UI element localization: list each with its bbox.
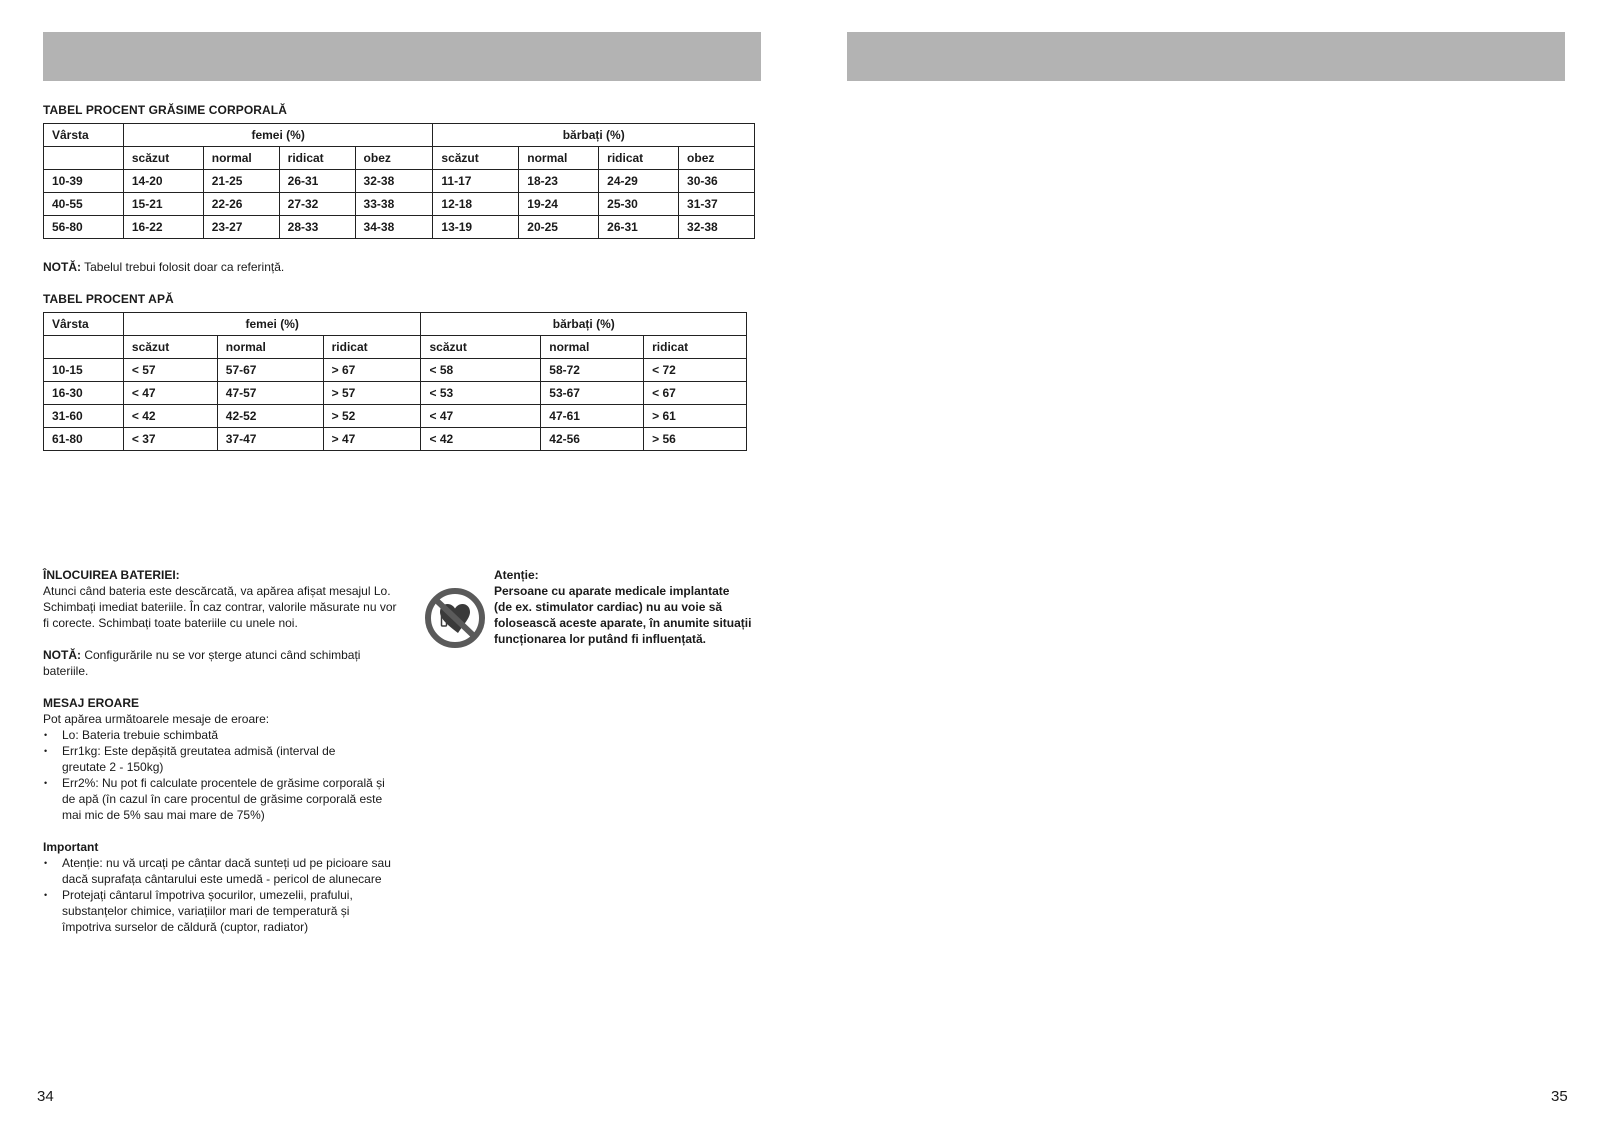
table-cell: 42-56 <box>541 428 644 451</box>
table-cell: 61-80 <box>44 428 124 451</box>
fat-table <box>43 123 755 239</box>
table-cell: > 57 <box>323 382 421 405</box>
list-item: • Lo: Bateria trebuie schimbată <box>43 727 403 743</box>
important-list <box>43 855 403 935</box>
subheader-cell: obez <box>679 147 755 170</box>
table-cell: 47-61 <box>541 405 644 428</box>
fat-table-note <box>43 260 284 274</box>
subheader-cell: normal <box>519 147 599 170</box>
page-number-left: 34 <box>37 1088 54 1105</box>
women-header: femei (%) <box>123 313 421 336</box>
table-cell: 23-27 <box>203 216 279 239</box>
table-cell: < 37 <box>123 428 217 451</box>
errors-list <box>43 727 403 823</box>
subheader-cell: scăzut <box>433 147 519 170</box>
table-cell: > 61 <box>644 405 747 428</box>
water-table <box>43 312 747 451</box>
fat-table-title: TABEL PROCENT GRĂSIME CORPORALĂ <box>43 103 287 117</box>
warning-line: funcționarea lor putând fi influențată. <box>494 632 707 646</box>
table-cell: 40-55 <box>44 193 124 216</box>
table-cell: < 53 <box>421 382 541 405</box>
warning-block <box>494 567 764 647</box>
battery-line: fi corecte. Schimbați toate bateriile cu unele noi. <box>43 616 298 630</box>
table-cell: 58-72 <box>541 359 644 382</box>
table-cell: 20-25 <box>519 216 599 239</box>
table-cell: 53-67 <box>541 382 644 405</box>
battery-note-line: bateriile. <box>43 664 89 678</box>
subheader-cell: obez <box>355 147 433 170</box>
table-cell: 24-29 <box>599 170 679 193</box>
table-row <box>44 359 747 382</box>
blank-cell <box>44 336 124 359</box>
subheader-cell: normal <box>217 336 323 359</box>
table-cell: 47-57 <box>217 382 323 405</box>
table-row <box>44 170 755 193</box>
list-item: • Protejați cântarul împotriva șocurilor, umezelii, prafului, substanțelor chimice, variațiilor mari de temperatură și împotriva surselor de căldură (cuptor, radiator) <box>43 887 403 935</box>
note-label: NOTĂ: <box>43 648 81 662</box>
subheader-cell: ridicat <box>323 336 421 359</box>
table-cell: > 67 <box>323 359 421 382</box>
table-row <box>44 428 747 451</box>
table-cell: 14-20 <box>123 170 203 193</box>
important-title: Important <box>43 840 99 854</box>
table-cell: 16-30 <box>44 382 124 405</box>
age-header: Vârsta <box>44 124 124 147</box>
table-cell: < 72 <box>644 359 747 382</box>
list-item: • Err2%: Nu pot fi calculate procentele de grăsime corporală și de apă (în cazul în care procentul de grăsime corporală este mai mic de 5% sau mai mare de 75%) <box>43 775 403 823</box>
table-cell: < 57 <box>123 359 217 382</box>
errors-intro: Pot apărea următoarele mesaje de eroare: <box>43 712 270 726</box>
table-cell: 26-31 <box>599 216 679 239</box>
right-header-bar <box>847 32 1565 81</box>
table-cell: < 58 <box>421 359 541 382</box>
table-cell: < 47 <box>123 382 217 405</box>
table-cell: 57-67 <box>217 359 323 382</box>
subheader-cell: normal <box>541 336 644 359</box>
table-cell: > 47 <box>323 428 421 451</box>
note-text: Tabelul trebui folosit doar ca referință. <box>81 260 285 274</box>
table-cell: 13-19 <box>433 216 519 239</box>
water-table-title: TABEL PROCENT APĂ <box>43 292 174 306</box>
subheader-cell: scăzut <box>123 147 203 170</box>
table-cell: 19-24 <box>519 193 599 216</box>
table-cell: 12-18 <box>433 193 519 216</box>
battery-title: ÎNLOCUIREA BATERIEI: <box>43 568 180 582</box>
table-cell: < 42 <box>123 405 217 428</box>
table-cell: 30-36 <box>679 170 755 193</box>
table-cell: 28-33 <box>279 216 355 239</box>
blank-cell <box>44 147 124 170</box>
battery-line: Schimbați imediat bateriile. În caz contrar, valorile măsurate nu vor <box>43 600 397 614</box>
battery-note <box>43 647 403 663</box>
page-number-right: 35 <box>1551 1088 1568 1105</box>
left-text-column <box>43 567 403 935</box>
warning-line: Persoane cu aparate medicale implantate <box>494 584 730 598</box>
table-cell: 32-38 <box>679 216 755 239</box>
table-cell: 11-17 <box>433 170 519 193</box>
table-cell: 31-60 <box>44 405 124 428</box>
table-cell: 34-38 <box>355 216 433 239</box>
table-cell: 32-38 <box>355 170 433 193</box>
errors-title: MESAJ EROARE <box>43 696 140 710</box>
table-cell: 21-25 <box>203 170 279 193</box>
table-cell: 42-52 <box>217 405 323 428</box>
subheader-cell: scăzut <box>123 336 217 359</box>
battery-line: Atunci când bateria este descărcată, va apărea afișat mesajul Lo. <box>43 584 391 598</box>
age-header: Vârsta <box>44 313 124 336</box>
table-cell: 37-47 <box>217 428 323 451</box>
men-header: bărbați (%) <box>433 124 755 147</box>
table-row <box>44 382 747 405</box>
table-cell: 22-26 <box>203 193 279 216</box>
subheader-cell: scăzut <box>421 336 541 359</box>
table-cell: 16-22 <box>123 216 203 239</box>
table-cell: < 42 <box>421 428 541 451</box>
table-cell: < 47 <box>421 405 541 428</box>
table-cell: 26-31 <box>279 170 355 193</box>
table-cell: > 56 <box>644 428 747 451</box>
note-label: NOTĂ: <box>43 260 81 274</box>
subheader-cell: ridicat <box>599 147 679 170</box>
table-cell: < 67 <box>644 382 747 405</box>
subheader-cell: ridicat <box>644 336 747 359</box>
subheader-cell: normal <box>203 147 279 170</box>
no-pacemaker-icon <box>424 587 486 649</box>
men-header: bărbați (%) <box>421 313 747 336</box>
table-cell: 25-30 <box>599 193 679 216</box>
table-cell: 18-23 <box>519 170 599 193</box>
table-cell: 56-80 <box>44 216 124 239</box>
subheader-cell: ridicat <box>279 147 355 170</box>
warning-line: folosească aceste aparate, în anumite situații <box>494 616 752 630</box>
table-row <box>44 405 747 428</box>
table-cell: 33-38 <box>355 193 433 216</box>
warning-title: Atenție: <box>494 568 539 582</box>
left-header-bar <box>43 32 761 81</box>
women-header: femei (%) <box>123 124 433 147</box>
table-row <box>44 193 755 216</box>
list-item: • Atenție: nu vă urcați pe cântar dacă sunteți ud pe picioare sau dacă suprafața cântarului este umedă - pericol de alunecare <box>43 855 403 887</box>
list-item: • Err1kg: Este depășită greutatea admisă (interval de greutate 2 - 150kg) <box>43 743 403 775</box>
warning-line: (de ex. stimulator cardiac) nu au voie să <box>494 600 723 614</box>
table-cell: 10-39 <box>44 170 124 193</box>
table-row <box>44 216 755 239</box>
table-cell: > 52 <box>323 405 421 428</box>
table-cell: 31-37 <box>679 193 755 216</box>
table-cell: 15-21 <box>123 193 203 216</box>
note-text: Configurările nu se vor șterge atunci când schimbați <box>81 648 361 662</box>
table-cell: 27-32 <box>279 193 355 216</box>
table-cell: 10-15 <box>44 359 124 382</box>
